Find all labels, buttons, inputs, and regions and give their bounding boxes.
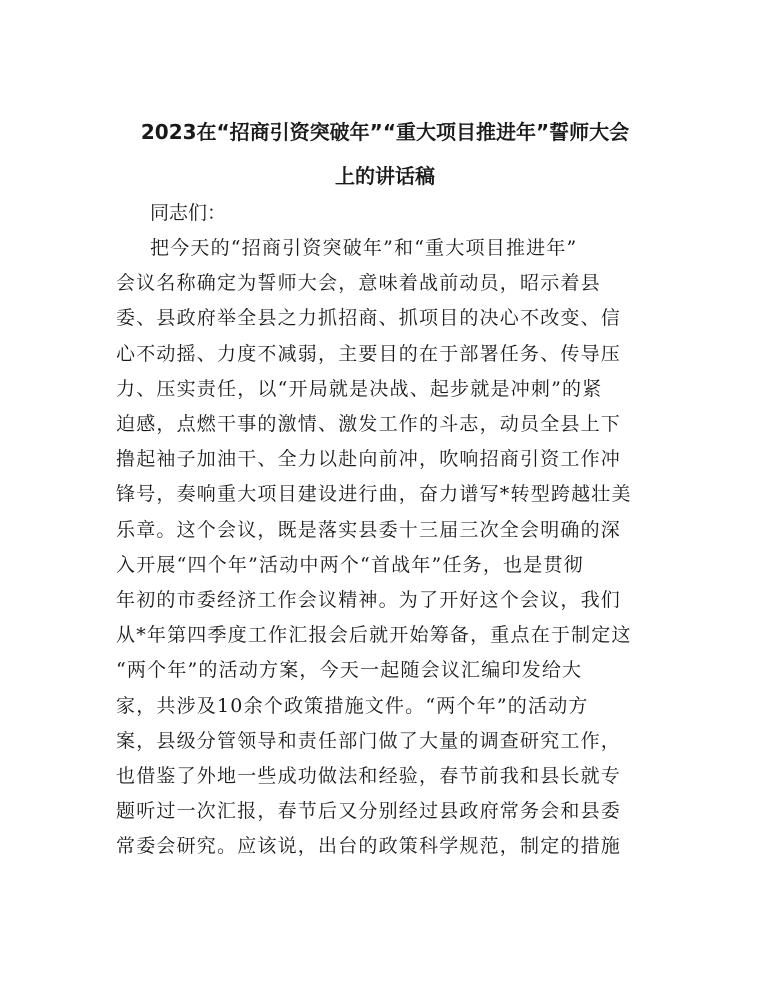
body-line: 常委会研究。应该说，出台的政策科学规范，制定的措施: [116, 835, 622, 858]
body-line: 入开展“四个年”活动中两个“首战年”任务，也是贯彻: [116, 553, 584, 576]
body-line: 把今天的“招商引资突破年”和“重大项目推进年”: [150, 237, 578, 259]
body-line: 年初的市委经济工作会议精神。为了开好这个会议，我们: [116, 589, 622, 611]
body-line: 案，县级分管领导和责任部门做了大量的调查研究工作，: [116, 729, 622, 752]
body-line: 委、县政府举全县之力抓招商、抓项目的决心不改变、信: [116, 307, 622, 330]
body-line: 题听过一次汇报，春节后又分别经过县政府常务会和县委: [116, 800, 622, 823]
body-line: 心不动摇、力度不减弱，主要目的在于部署任务、传导压: [116, 342, 622, 365]
document-title-line-2: 上的讲话稿: [335, 164, 435, 188]
body-line: 家，共涉及10余个政策措施文件。“两个年”的活动方: [116, 694, 589, 717]
body-line: 也借鉴了外地一些成功做法和经验，春节前我和县长就专: [116, 765, 622, 787]
document-title-line-1: 2023在“招商引资突破年”“重大项目推进年”誓师大会: [140, 120, 630, 144]
salutation: 同志们：: [150, 202, 227, 224]
body-line: 从*年第四季度工作汇报会后就开始筹备，重点在于制定这: [116, 624, 632, 647]
body-line: 会议名称确定为誓师大会，意味着战前动员，昭示着县: [116, 272, 601, 295]
body-line: 撸起袖子加油干、全力以赴向前冲，吹响招商引资工作冲: [116, 448, 622, 471]
body-line: 迫感，点燃干事的激情、激发工作的斗志，动员全县上下: [116, 413, 622, 435]
body-line: 锋号，奏响重大项目建设进行曲，奋力谱写*转型跨越壮美: [116, 483, 632, 506]
body-line: 乐章。这个会议，既是落实县委十三届三次全会明确的深: [116, 518, 622, 541]
body-line: 力、压实责任，以“开局就是决战、起步就是冲刺”的紧: [116, 377, 603, 400]
body-line: “两个年”的活动方案，今天一起随会议汇编印发给大: [116, 659, 583, 682]
